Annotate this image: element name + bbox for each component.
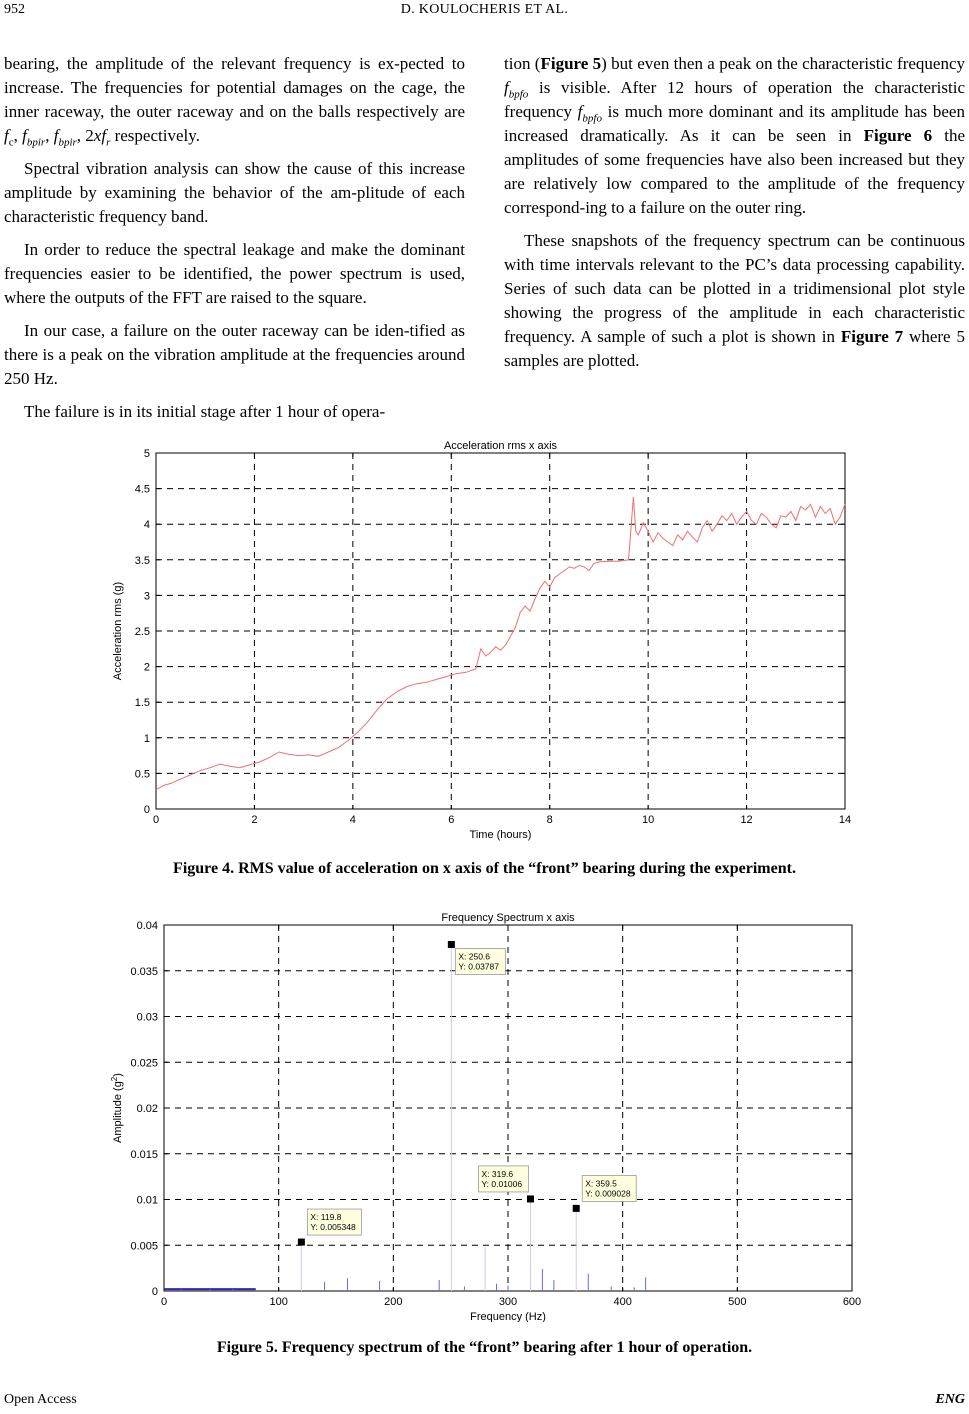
datatip-y-label: Y: 0.005348 — [310, 1222, 356, 1233]
y-tick-label: 0.04 — [136, 920, 158, 932]
chart-title: Acceleration rms x axis — [443, 440, 558, 452]
y-tick-label: 5 — [143, 448, 150, 460]
x-tick-label: 4 — [349, 814, 356, 826]
y-tick-label: 0.035 — [130, 965, 158, 978]
datatip-y-label: Y: 0.03787 — [458, 961, 500, 972]
right-column — [504, 52, 965, 382]
y-tick-label: 3.5 — [134, 554, 150, 567]
page-number: 952 — [4, 2, 25, 17]
figure-ref: Figure 6 — [863, 126, 933, 145]
datatip-marker — [448, 941, 455, 948]
paragraph: In order to reduce the spectral leakage and make the dominant frequencies easier to be identified, the power spectrum is used, where the outputs of the FFT are raised to the square. — [4, 240, 465, 307]
y-tick-label: 0.01 — [136, 1194, 158, 1207]
y-tick-label: 0.5 — [134, 768, 150, 781]
figure-ref: Figure 5 — [540, 54, 602, 73]
figure-4-caption: Figure 4. RMS value of acceleration on x axis of the “front” bearing during the experiment. — [173, 860, 796, 877]
x-tick-label: 12 — [740, 814, 753, 826]
x-axis-label: Frequency (Hz) — [470, 1311, 546, 1322]
paragraph: bearing, the amplitude of the relevant frequency is ex-pected to increase. The frequencies for potential damages on the cage, the inner raceway, the outer raceway and on the balls respectively are $f_c$, $f_{bpir}$, $f_{bpir}$, $2xf_r$ respectively. — [4, 54, 465, 149]
y-tick-label: 4 — [143, 519, 150, 532]
y-tick-label: 1 — [143, 732, 150, 745]
paragraph: These snapshots of the frequency spectrum can be continuous with time intervals relevant to the PC’s data processing capability. Series of such data can be plotted in a tridimensional plot style showing the progress of the amplitude in each characteristic frequency. A sample of such a plot is shown in Figure 7 where 5 samples are plotted. — [504, 231, 965, 370]
x-tick-label: 0 — [160, 1296, 168, 1308]
y-axis-label: Acceleration rms (g) — [112, 581, 124, 681]
y-tick-label: 0.02 — [136, 1103, 158, 1115]
figure-5-chart — [0, 902, 969, 1322]
datatip-y-label: Y: 0.01006 — [481, 1178, 523, 1189]
x-tick-label: 8 — [546, 814, 553, 826]
x-tick-label: 600 — [842, 1296, 862, 1308]
figure-5 — [0, 902, 969, 1322]
x-axis-label: Time (hours) — [469, 829, 532, 841]
open-access-label: Open Access — [4, 1392, 77, 1407]
left-column — [4, 52, 465, 433]
figure-4-chart — [0, 438, 969, 848]
y-tick-label: 4.5 — [134, 483, 150, 496]
datatip-x-label: X: 250.6 — [458, 951, 491, 962]
y-tick-label: 2 — [143, 661, 150, 674]
y-tick-label: 0 — [151, 1286, 158, 1298]
y-axis-label: Amplitude $(g^2)$ — [110, 1073, 124, 1143]
datatip-marker — [298, 1239, 305, 1246]
y-tick-label: 0.03 — [136, 1011, 158, 1024]
y-tick-label: 0.025 — [130, 1057, 158, 1070]
x-tick-label: 2 — [251, 814, 258, 826]
y-tick-label: 2.5 — [134, 626, 150, 638]
x-tick-label: 0 — [152, 814, 160, 826]
x-tick-label: 300 — [498, 1296, 518, 1308]
x-tick-label: 100 — [269, 1296, 288, 1308]
chart-title: Frequency Spectrum x axis — [441, 912, 575, 924]
x-tick-label: 10 — [642, 814, 655, 826]
y-tick-label: 0 — [143, 804, 150, 816]
running-title: D. KOULOCHERIS ET AL. — [400, 2, 569, 17]
datatip-marker — [573, 1205, 580, 1212]
page-header — [0, 0, 969, 24]
figure-ref: Figure 7 — [840, 327, 904, 346]
page-footer — [0, 1392, 969, 1412]
datatip-marker — [527, 1195, 534, 1202]
x-tick-label: 400 — [613, 1296, 632, 1308]
y-tick-label: 1.5 — [134, 697, 150, 710]
y-tick-label: 3 — [143, 590, 150, 603]
paragraph: Spectral vibration analysis can show the cause of this increase amplitude by examining the behavior of the am-plitude of each characteristic frequency band. — [4, 159, 465, 226]
y-tick-label: 0.005 — [130, 1240, 158, 1253]
datatip-y-label: Y: 0.009028 — [585, 1188, 631, 1199]
paragraph: The failure is in its initial stage after 1 hour of opera- — [24, 402, 386, 421]
y-tick-label: 0.015 — [130, 1148, 158, 1161]
figure-5-caption: Figure 5. Frequency spectrum of the “front” bearing after 1 hour of operation. — [216, 1339, 753, 1356]
figure-4 — [0, 438, 969, 848]
datatip-x-label: X: 319.6 — [481, 1168, 514, 1179]
paragraph: tion (Figure 5) but even then a peak on the characteristic frequency $f_{bpfo}$ is visible. After 12 hours of operation the characteristic frequency $f_{bpfo}$ is much more dominant and its amplitude has been increased dramatically. As it can be seen in Figure 6 the amplitudes of some frequencies have also been increased but they are relatively low compared to the amplitude of the frequency correspond-ing to a failure on the outer ring. — [504, 54, 966, 217]
paragraph: In our case, a failure on the outer raceway can be iden-tified as there is a peak on the vibration amplitude at the frequencies around 250 Hz. — [4, 321, 465, 388]
journal-name: ENG — [935, 1392, 965, 1407]
x-tick-label: 500 — [728, 1296, 747, 1308]
datatip-x-label: X: 359.5 — [585, 1178, 617, 1189]
x-tick-label: 200 — [384, 1296, 403, 1308]
x-tick-label: 6 — [448, 814, 455, 826]
datatip-x-label: X: 119.8 — [310, 1212, 342, 1223]
x-tick-label: 14 — [838, 814, 852, 826]
